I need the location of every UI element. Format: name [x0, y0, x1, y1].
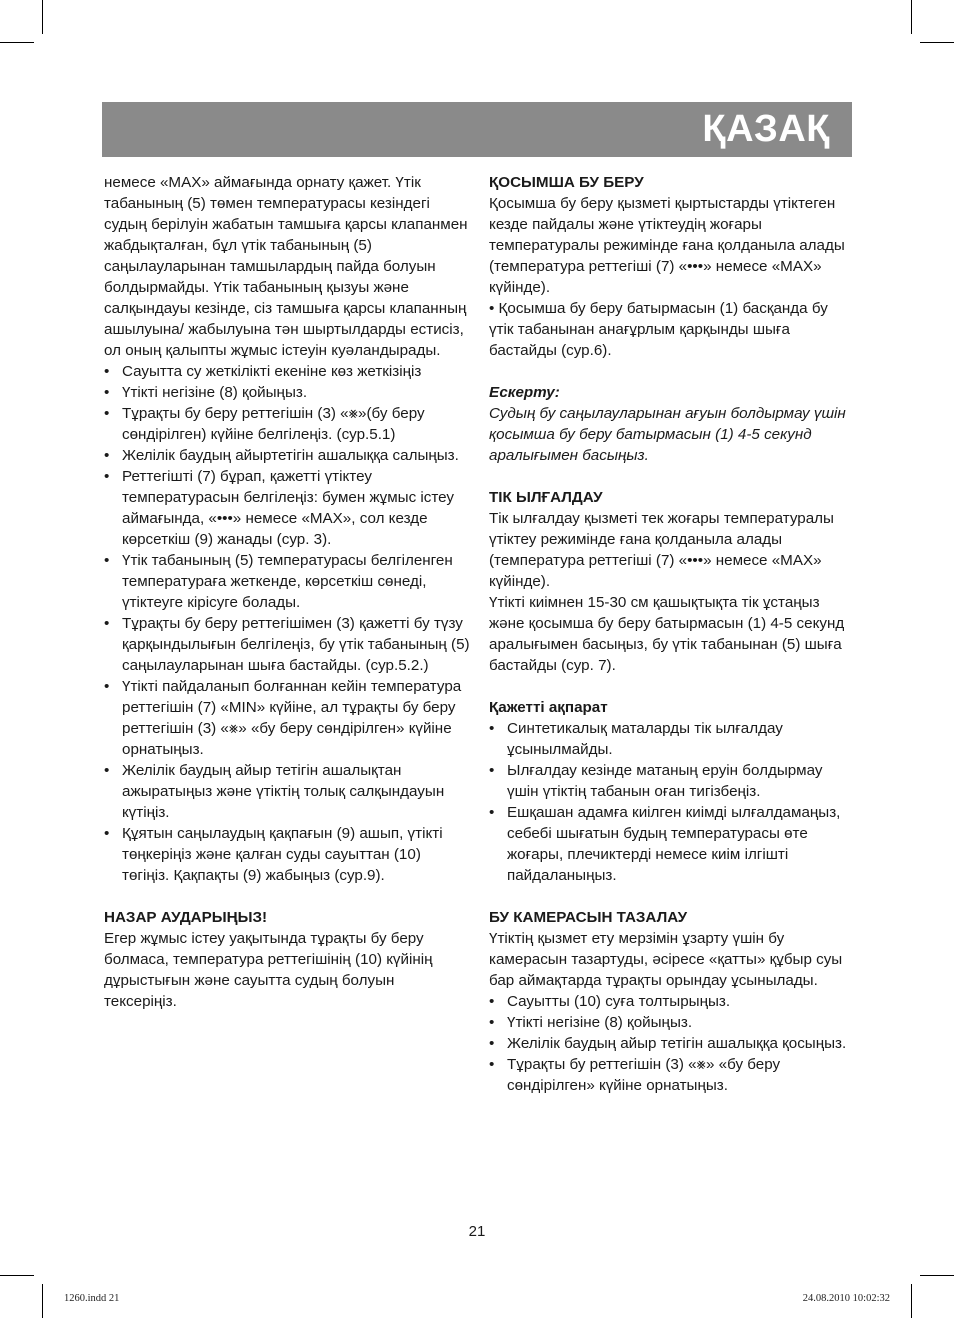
extra-steam-heading: ҚОСЫМША БУ БЕРУ [489, 174, 644, 191]
crop-mark [42, 0, 43, 34]
instructions-list [104, 361, 470, 886]
info-list [489, 718, 849, 886]
list-item: • Желілік баудың айыр тетігін ашалыққа қосыңыз. [489, 1033, 849, 1054]
list-item: • Ылғалдау кезінде матаның еруін болдырмау үшін үтіктің табанын оған тигізбеңіз. [489, 760, 849, 802]
page-number: 21 [468, 1223, 486, 1240]
list-item: • Сауытта су жеткілікті екеніне көз жеткізіңіз [104, 361, 470, 382]
note-paragraph: Судың бу саңылауларынан ағуын болдырмау үшін қосымша бу беру батырмасын (1) 4-5 секунд аралығымен басыңыз. [489, 405, 846, 464]
crop-mark [0, 42, 34, 43]
footer-timestamp: 24.08.2010 10:02:32 [802, 1293, 890, 1304]
vertical-steam-paragraph: Тік ылғалдау қызметі тек жоғары температуралы үтіктеу режимінде ғана қолданыла алады (температура реттегіші (7) «•••» немесе «MAX» күйінде). [489, 510, 834, 590]
chamber-paragraph: Үтіктің қызмет ету мерзімін ұзарту үшін бу камерасын тазартуды, әсіресе «қатты» құбыр суы бар аймақтарда тұрақты орындау ұсынылады. [489, 930, 843, 989]
chamber-list [489, 991, 849, 1096]
crop-mark [0, 1275, 34, 1276]
vertical-steam-heading: ТІК ЫЛҒАЛДАУ [489, 489, 603, 506]
crop-mark [911, 1284, 912, 1318]
list-item: • Сауытты (10) суға толтырыңыз. [489, 991, 849, 1012]
list-item: • Желілік баудың айыр тетігін ашалықтан ажыратыңыз және үтіктің толық салқындауын күтіңіз. [104, 760, 470, 823]
list-item: • Ешқашан адамға киілген киімді ылғалдамаңыз, себебі шығатын будың температурасы өте жоғары, плечиктерді немесе киім ілгішті пайдаланыңыз. [489, 802, 849, 886]
left-column [104, 172, 470, 1012]
extra-steam-paragraph: Қосымша бу беру қызметі қыртыстарды үтіктеген кезде пайдалы және үтіктеудің жоғары температуралы режимінде ғана қолданыла алады (температура реттегіші (7) «•••» немесе «MAX» күйінде). [489, 195, 845, 296]
language-banner [102, 102, 852, 157]
list-item: • Синтетикалық маталарды тік ылғалдау ұсынылмайды. [489, 718, 849, 760]
page-title: ҚАЗАҚ [702, 108, 830, 150]
list-item: • Үтік табанының (5) температурасы белгіленген температураға жеткенде, көрсеткіш сөнеді, үтіктеуге кірісуге болады. [104, 550, 470, 613]
right-column [489, 172, 849, 1096]
list-item: • Реттегішті (7) бұрап, қажетті үтіктеу температурасын белгілеңіз: бумен жұмыс істеу аймағында, «•••» немесе «MAX», сол кезде көрсеткіш (9) жанады (сур. 3). [104, 466, 470, 550]
crop-mark [920, 42, 954, 43]
intro-paragraph: немесе «MAX» аймағында орнату қажет. Үтік табанының (5) төмен температурасы кезіндегі судың берілуін жабатын тамшыға қарсы клапанмен жабдықталған, бұл үтік табанының (5) саңылауларынан тамшылардың пайда болуын болдырмайды. Үтік табанының қызуы және салқындауы кезінде, сіз тамшыға қарсы клапанның ашылуына/ жабылуына тән шыртылдарды естисіз, ол оның қалыпты жұмыс істеуін куәландырады. [104, 174, 468, 359]
footer-file-label: 1260.indd 21 [64, 1293, 120, 1304]
vertical-steam-paragraph: Үтікті киімнен 15-30 см қашықтықта тік ұстаңыз және қосымша бу беру батырмасын (1) 4-5 секунд аралығымен басыңыз, бу үтік табанынан (5) шыға бастайды (сур. 7). [489, 594, 845, 674]
chamber-heading: БУ КАМЕРАСЫН ТАЗАЛАУ [489, 909, 688, 926]
crop-mark [42, 1284, 43, 1318]
list-item: • Желілік баудың айыртетігін ашалыққа салыңыз. [104, 445, 470, 466]
list-item: • Құятын саңылаудың қақпағын (9) ашып, үтікті төңкеріңіз және қалған суды сауыттан (10) төгіңіз. Қақпақты (9) жабыңыз (сур.9). [104, 823, 470, 886]
list-item: • Тұрақты бу беру реттегішін (3) «⨳»(бу беру сөндірілген) күйіне белгілеңіз. (сур.5.1) [104, 403, 470, 445]
crop-mark [920, 1275, 954, 1276]
note-title: Ескерту: [489, 384, 560, 401]
list-item: • Үтікті негізіне (8) қойыңыз. [489, 1012, 849, 1033]
crop-mark [911, 0, 912, 34]
info-heading: Қажетті ақпарат [489, 699, 608, 716]
list-item: • Тұрақты бу беру реттегішімен (3) қажетті бу түзу қарқындылығын белгілеңіз, бу үтік табанының (5) саңылауларынан шыға бастайды. (сур.5.2.) [104, 613, 470, 676]
list-item: • Үтікті негізіне (8) қойыңыз. [104, 382, 470, 403]
attention-paragraph: Егер жұмыс істеу уақытында тұрақты бу беру болмаса, температура реттегішінің (10) күйінің дұрыстығын және сауытта судың болуын тексеріңіз. [104, 930, 433, 1010]
list-item: • Үтікті пайдаланып болғаннан кейін температура реттегішін (7) «MIN» күйіне, ал тұрақты бу беру реттегішін (3) «⨳» «бу беру сөндірілген» күйіне орнатыңыз. [104, 676, 470, 760]
extra-steam-bullet: • Қосымша бу беру батырмасын (1) басқанда бу үтік табанынан анағұрлым қарқынды шыға бастайды (сур.6). [489, 300, 828, 359]
attention-heading: НАЗАР АУДАРЫҢЫЗ! [104, 909, 268, 926]
list-item: • Тұрақты бу реттегішін (3) «⨳» «бу беру сөндірілген» күйіне орнатыңыз. [489, 1054, 849, 1096]
